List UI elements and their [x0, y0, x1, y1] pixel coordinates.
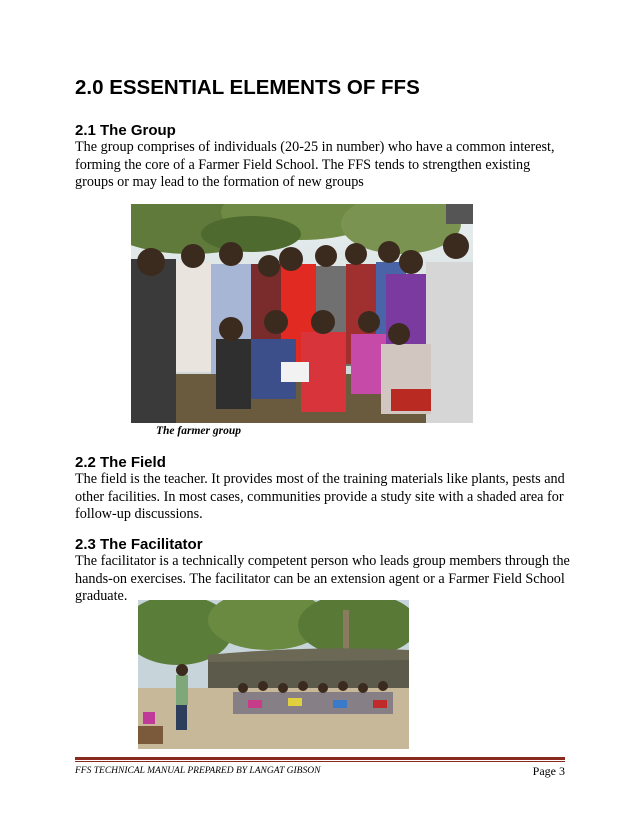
section-text-group: The group comprises of individuals (20-25 in number) who have a common interest, forming the core of a Farmer Field School. The FFS tends to strengthen existing groups or may lead to the formation of new groups	[75, 139, 555, 190]
footer-rule-thin	[75, 761, 565, 762]
page-title: 2.0 ESSENTIAL ELEMENTS OF FFS	[75, 76, 420, 99]
footer-title: FFS TECHNICAL MANUAL PREPARED BY LANGAT GIBSON	[75, 766, 321, 776]
section-heading-group: 2.1 The Group	[75, 122, 176, 139]
section-text-facilitator: The facilitator is a technically competent person who leads group members through the hands-on exercises. The facilitator can be an extension agent or a Farmer Field School graduate.	[75, 553, 570, 604]
section-heading-facilitator: 2.3 The Facilitator	[75, 536, 203, 553]
farmer-group-caption: The farmer group	[156, 425, 241, 437]
farmer-group-photo	[131, 204, 473, 423]
page-number: Page 3	[532, 764, 565, 778]
footer-rule	[75, 757, 565, 760]
section-heading-field: 2.2 The Field	[75, 454, 166, 471]
section-text-field: The field is the teacher. It provides most of the training materials like plants, pests and other facilities. In most cases, communities provide a study site with a shaded area for follow-up discussions.	[75, 471, 565, 522]
facilitator-session-photo	[138, 600, 409, 749]
